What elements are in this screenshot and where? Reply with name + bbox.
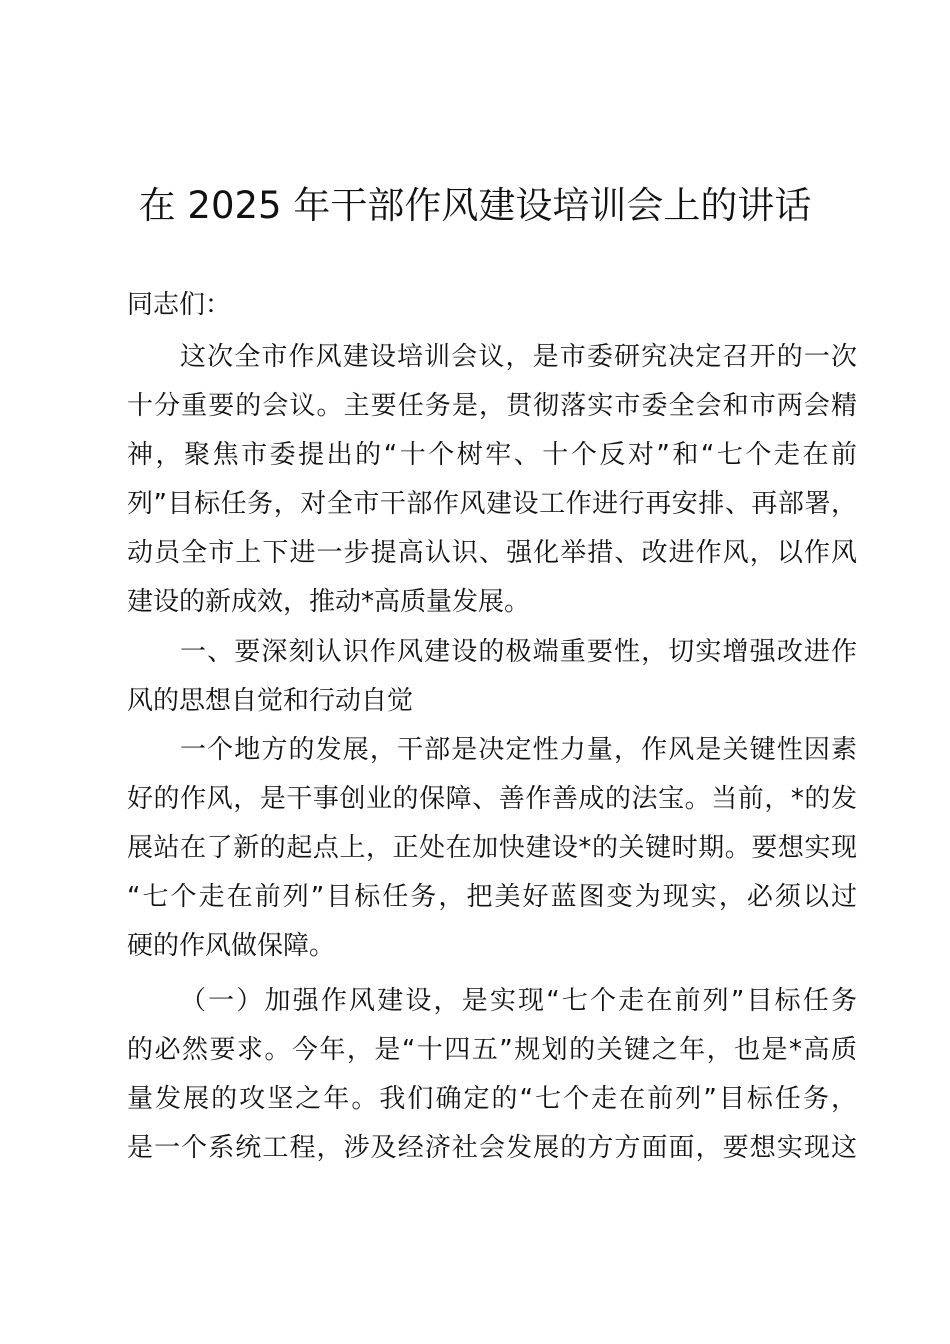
paragraph-line: 列”目标任务，对全市干部作风建设工作进行再安排、再部署， <box>127 489 857 519</box>
paragraph-line: 量发展的攻坚之年。我们确定的“七个走在前列”目标任务， <box>127 1084 857 1114</box>
paragraph-line: 动员全市上下进一步提高认识、强化举措、改进作风，以作风 <box>127 538 857 568</box>
paragraph-line: 的必然要求。今年，是“十四五”规划的关键之年，也是*高质 <box>127 1035 857 1065</box>
paragraph-line: 这次全市作风建设培训会议，是市委研究决定召开的一次 <box>180 342 857 372</box>
paragraph-line: 好的作风，是干事创业的保障、善作善成的法宝。当前，*的发 <box>127 784 857 814</box>
paragraph-line: （一）加强作风建设，是实现“七个走在前列”目标任务 <box>180 986 857 1016</box>
paragraph-line: 硬的作风做保障。 <box>127 931 336 961</box>
paragraph-line: 展站在了新的起点上，正处在加快建设*的关键时期。要想实现 <box>127 833 857 863</box>
salutation: 同志们： <box>127 290 232 320</box>
paragraph-line: 是一个系统工程，涉及经济社会发展的方方面面，要想实现这 <box>127 1133 857 1163</box>
paragraph-line: 神，聚焦市委提出的“十个树牢、十个反对”和“七个走在前 <box>127 440 857 470</box>
section-heading-line: 风的思想自觉和行动自觉 <box>127 686 414 716</box>
paragraph-line: 一个地方的发展，干部是决定性力量，作风是关键性因素 <box>180 735 857 765</box>
section-heading-line: 一、要深刻认识作风建设的极端重要性，切实增强改进作 <box>180 637 857 667</box>
paragraph-line: 十分重要的会议。主要任务是，贯彻落实市委全会和市两会精 <box>127 391 857 421</box>
paragraph-line: “七个走在前列”目标任务，把美好蓝图变为现实，必须以过 <box>127 882 857 912</box>
document-title: 在 2025 年干部作风建设培训会上的讲话 <box>138 184 812 227</box>
paragraph-line: 建设的新成效，推动*高质量发展。 <box>127 587 531 617</box>
